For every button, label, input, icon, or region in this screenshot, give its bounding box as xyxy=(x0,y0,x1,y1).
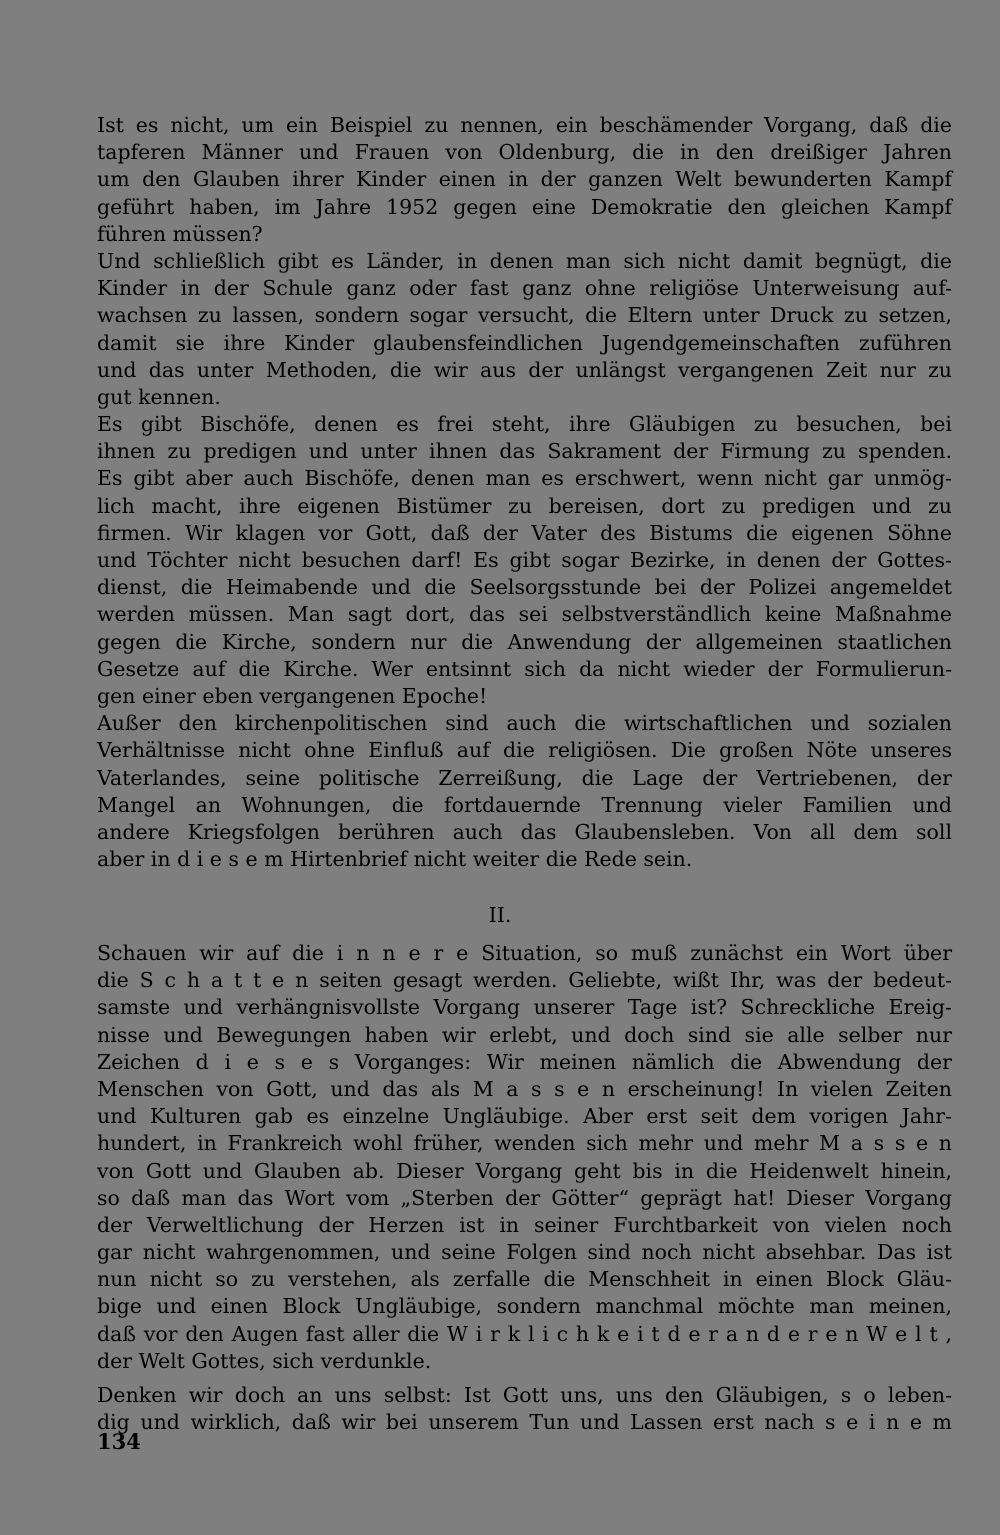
text-line: gut kennen. xyxy=(97,384,221,409)
page-number: 134 xyxy=(97,1429,141,1454)
text-line: Zeichen d i e s e s Vorganges: Wir meinen nämlich die Abwendung der xyxy=(97,1049,952,1074)
text-line: und das unter Methoden, die wir aus der unlängst vergangenen Zeit nur zu xyxy=(97,357,952,382)
text-line: um den Glauben ihrer Kinder einen in der ganzen Welt bewunderten Kampf xyxy=(97,167,952,192)
text-line: gen einer eben vergangenen Epoche! xyxy=(97,683,488,708)
text-line: damit sie ihre Kinder glaubensfeindlichen Jugendgemeinschaften zuführen xyxy=(97,330,952,355)
text-line: Außer den kirchenpolitischen sind auch die wirtschaftlichen und sozialen xyxy=(97,711,952,736)
text-line: hundert, in Frankreich wohl früher, wenden sich mehr und mehr M a s s e n xyxy=(97,1131,952,1156)
text-line: tapferen Männer und Frauen von Oldenburg, die in den dreißiger Jahren xyxy=(97,140,952,165)
text-line: gegen die Kirche, sondern nur die Anwendung der allgemeinen staatlichen xyxy=(97,629,952,654)
text-line: werden müssen. Man sagt dort, das sei selbstverständlich keine Maßnahme xyxy=(97,602,952,627)
text-line: Ist es nicht, um ein Beispiel zu nennen, ein beschämender Vorgang, daß die xyxy=(97,113,952,137)
text-line: aber in d i e s e m Hirtenbrief nicht weiter die Rede sein. xyxy=(97,847,693,872)
text-line: Vaterlandes, seine politische Zerreißung, die Lage der Vertriebenen, der xyxy=(97,765,952,790)
text-line: Menschen von Gott, und das als M a s s e n erscheinung! In vielen Zeiten xyxy=(97,1076,952,1101)
text-line: ihnen zu predigen und unter ihnen das Sakrament der Firmung zu spenden. xyxy=(97,439,952,464)
text-line: bige und einen Block Ungläubige, sondern manchmal möchte man meinen, xyxy=(97,1294,952,1319)
text-line: Kinder in der Schule ganz oder fast ganz ohne religiöse Unterweisung auf- xyxy=(97,276,952,301)
text-line: und Töchter nicht besuchen darf! Es gibt sogar Bezirke, in denen der Gottes- xyxy=(97,548,952,572)
text-line: Gesetze auf die Kirche. Wer entsinnt sich da nicht wieder der Formulierun- xyxy=(97,656,952,681)
text-line: samste und verhängnisvollste Vorgang unserer Tage ist? Schreckliche Ereig- xyxy=(97,995,952,1020)
text-line: der Verweltlichung der Herzen ist in seiner Furchtbarkeit von vielen noch xyxy=(97,1212,952,1237)
paragraph-block-part2 xyxy=(97,940,952,1375)
text-line: gar nicht wahrgenommen, und seine Folgen sind noch nicht absehbar. Das ist xyxy=(97,1240,952,1265)
text-line: lich macht, ihre eigenen Bistümer zu bereisen, dort zu predigen und zu xyxy=(97,493,952,518)
text-line: so daß man das Wort vom „Sterben der Götter“ geprägt hat! Dieser Vorgang xyxy=(97,1185,952,1210)
text-line: die S c h a t t e n seiten gesagt werden. Geliebte, wißt Ihr, was der bedeut- xyxy=(97,968,952,993)
text-line: firmen. Wir klagen vor Gott, daß der Vater des Bistums die eigenen Söhne xyxy=(97,520,952,545)
text-line: geführt haben, im Jahre 1952 gegen eine Demokratie den gleichen Kampf xyxy=(97,194,952,219)
text-line: andere Kriegsfolgen berühren auch das Glaubensleben. Von all dem soll xyxy=(97,819,952,844)
text-line: Und schließlich gibt es Länder, in denen man sich nicht damit begnügt, die xyxy=(97,248,952,273)
text-line: der Welt Gottes, sich verdunkle. xyxy=(97,1348,432,1373)
section-heading: II. xyxy=(488,903,512,927)
text-line: Denken wir doch an uns selbst: Ist Gott uns, uns den Gläubigen, s o leben- xyxy=(97,1383,952,1407)
text-line: dienst, die Heimabende und die Seelsorgsstunde bei der Polizei angemeldet xyxy=(97,575,952,600)
text-line: Es gibt Bischöfe, denen es frei steht, ihre Gläubigen zu besuchen, bei xyxy=(97,412,952,437)
text-line: und Kulturen gab es einzelne Ungläubige. Aber erst seit dem vorigen Jahr- xyxy=(97,1104,952,1129)
text-line: dig und wirklich, daß wir bei unserem Tun und Lassen erst nach s e i n e m xyxy=(97,1410,952,1435)
text-line: wachsen zu lassen, sondern sogar versucht, die Eltern unter Druck zu setzen, xyxy=(97,303,952,328)
paragraph-block-part1 xyxy=(97,112,952,873)
text-line: Mangel an Wohnungen, die fortdauernde Trennung vieler Familien und xyxy=(97,792,952,817)
text-line: nisse und Bewegungen haben wir erlebt, und doch sind sie alle selber nur xyxy=(97,1022,952,1047)
text-line: nun nicht so zu verstehen, als zerfalle die Menschheit in einen Block Gläu- xyxy=(97,1267,952,1292)
paragraph-block-part3 xyxy=(97,1382,952,1436)
text-line: Verhältnisse nicht ohne Einfluß auf die religiösen. Die großen Nöte unseres xyxy=(97,738,952,763)
text-line: von Gott und Glauben ab. Dieser Vorgang geht bis in die Heidenwelt hinein, xyxy=(97,1158,952,1183)
text-line: daß vor den Augen fast aller die W i r k l i c h k e i t d e r a n d e r e n W e l t , xyxy=(97,1321,952,1346)
text-line: Schauen wir auf die i n n e r e Situation, so muß zunächst ein Wort über xyxy=(97,941,952,965)
text-line: Es gibt aber auch Bischöfe, denen man es erschwert, wenn nicht gar unmög- xyxy=(97,466,952,491)
text-line: führen müssen? xyxy=(97,221,263,246)
